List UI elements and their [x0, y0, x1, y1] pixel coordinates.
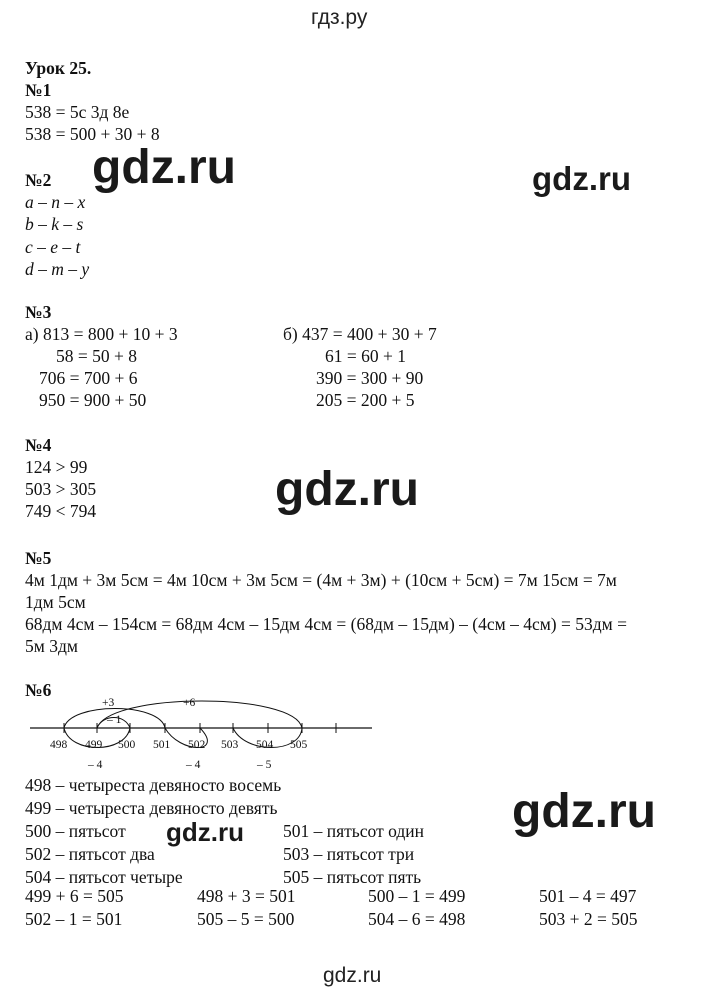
task4-line: 124 > 99	[25, 457, 88, 477]
arc-label: – 4	[186, 759, 201, 771]
task4-label: №4	[25, 435, 52, 455]
watermark: gdz.ru	[532, 160, 631, 197]
tick-label: 498	[50, 739, 68, 751]
task3-b-line: б) 437 = 400 + 30 + 7	[283, 324, 437, 344]
equation: 498 + 3 = 501	[197, 886, 296, 906]
task3-a-line: а) 813 = 800 + 10 + 3	[25, 324, 178, 344]
header-site-name: гдз.ру	[311, 6, 368, 29]
arc-label: +3	[102, 697, 115, 709]
tick-label: 500	[118, 739, 136, 751]
number-word: 505 – пятьсот пять	[283, 867, 422, 887]
task3-b-line: 61 = 60 + 1	[325, 346, 406, 366]
watermark: gdz.ru	[92, 141, 236, 194]
tick-label: 504	[256, 739, 274, 751]
arc-label: – 5	[257, 759, 272, 771]
equation: 500 – 1 = 499	[368, 886, 466, 906]
tick-label: 502	[188, 739, 206, 751]
task5-line: 68дм 4см – 154см = 68дм 4см – 15дм 4см = (68дм – 15дм) – (4см – 4см) = 53дм =	[25, 614, 627, 634]
equation: 502 – 1 = 501	[25, 909, 123, 929]
equation: 499 + 6 = 505	[25, 886, 124, 906]
number-word: 499 – четыреста девяносто девять	[25, 798, 278, 818]
task1-line: 538 = 500 + 30 + 8	[25, 124, 160, 144]
task5-line: 4м 1дм + 3м 5см = 4м 10см + 3м 5см = (4м + 3м) + (10см + 5см) = 7м 15см = 7м	[25, 570, 617, 590]
task5-line: 1дм 5см	[25, 592, 86, 612]
task2-line: b – k – s	[25, 214, 84, 234]
arc-label: +6	[183, 697, 196, 709]
number-word: 502 – пятьсот два	[25, 844, 155, 864]
arc-label: – 1	[107, 714, 122, 726]
task3-a-line: 706 = 700 + 6	[39, 368, 138, 388]
equation: 501 – 4 = 497	[539, 886, 637, 906]
number-word: 500 – пятьсот	[25, 821, 126, 841]
task3-a-line: 58 = 50 + 8	[56, 346, 137, 366]
task5-label: №5	[25, 548, 52, 568]
task5-line: 5м 3дм	[25, 636, 78, 656]
equation: 503 + 2 = 505	[539, 909, 638, 929]
task3-a-line: 950 = 900 + 50	[39, 390, 147, 410]
watermark: gdz.ru	[275, 463, 419, 516]
number-word: 501 – пятьсот один	[283, 821, 424, 841]
task2-label: №2	[25, 170, 52, 190]
task3-b-line: 390 = 300 + 90	[316, 368, 424, 388]
number-word: 504 – пятьсот четыре	[25, 867, 183, 887]
task1-label: №1	[25, 80, 52, 100]
task3-label: №3	[25, 302, 52, 322]
equation: 504 – 6 = 498	[368, 909, 466, 929]
number-word: 503 – пятьсот три	[283, 844, 415, 864]
tick-label: 501	[153, 739, 171, 751]
task2-line: d – m – y	[25, 259, 90, 279]
tick-label: 503	[221, 739, 239, 751]
task1-line: 538 = 5с 3д 8е	[25, 102, 130, 122]
equation: 505 – 5 = 500	[197, 909, 295, 929]
tick-label: 499	[85, 739, 103, 751]
watermark: gdz.ru	[512, 785, 656, 838]
task6-label: №6	[25, 680, 52, 700]
task3-b-line: 205 = 200 + 5	[316, 390, 415, 410]
task4-line: 749 < 794	[25, 501, 97, 521]
task2-line: a – n – x	[25, 192, 86, 212]
watermark: gdz.ru	[166, 817, 244, 847]
arc-label: – 4	[88, 759, 103, 771]
task4-line: 503 > 305	[25, 479, 97, 499]
task2-line: c – e – t	[25, 237, 81, 257]
lesson-title: Урок 25.	[25, 58, 92, 78]
footer-site-name: gdz.ru	[323, 964, 382, 987]
number-line-diagram	[0, 692, 400, 774]
number-word: 498 – четыреста девяносто восемь	[25, 775, 282, 795]
tick-label: 505	[290, 739, 308, 751]
